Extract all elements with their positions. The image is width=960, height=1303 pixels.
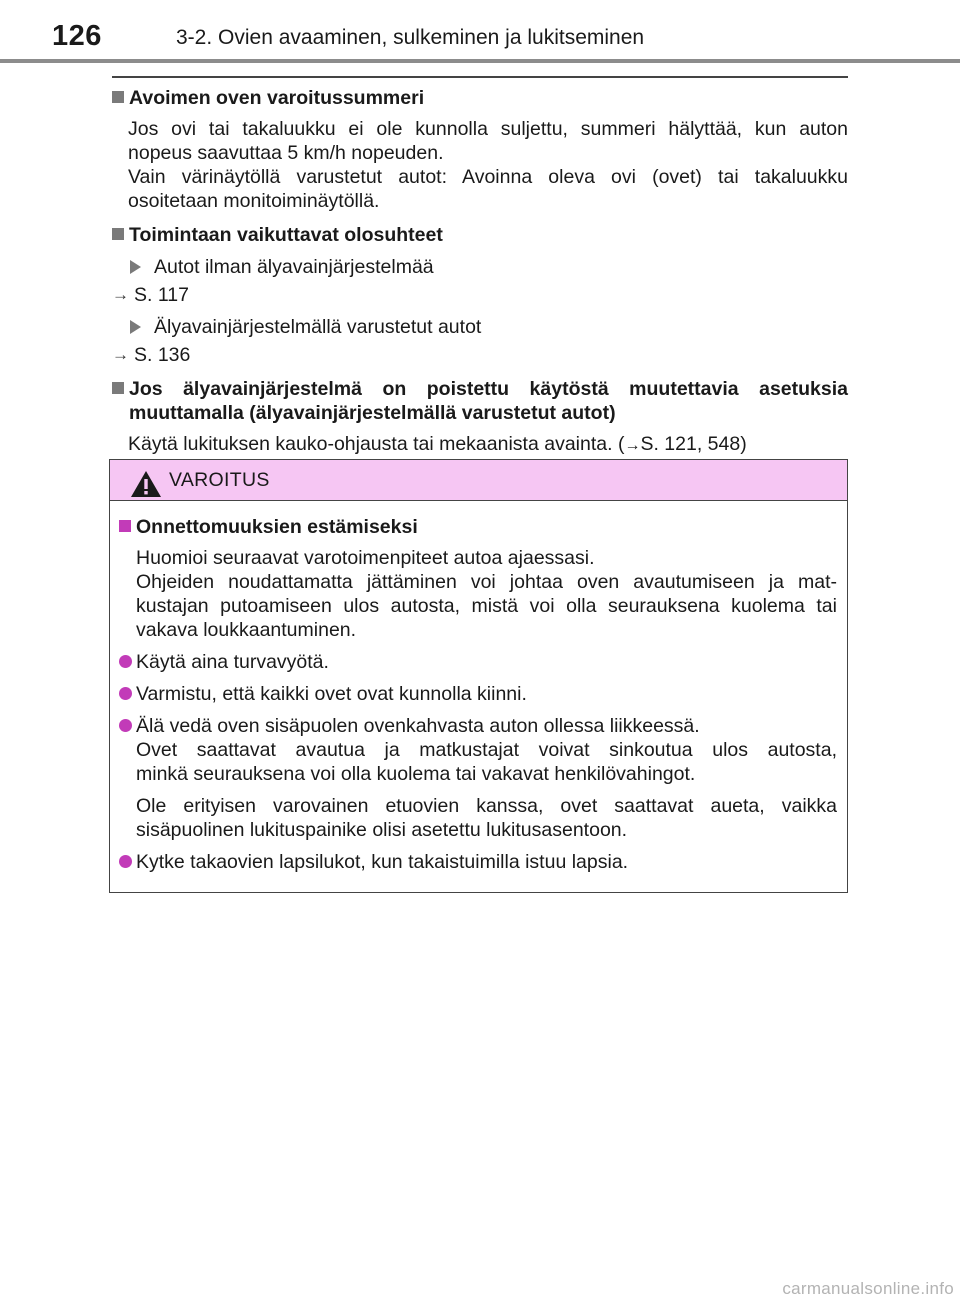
text-line: kustajan putoamiseen ulos autosta, mistä voi olla seurauksena kuolema tai xyxy=(136,595,837,617)
text-line: sisäpuolinen lukituspainike olisi asetettu lukitusasentoon. xyxy=(136,819,628,841)
warning-heading: Onnettomuuksien estämiseksi xyxy=(119,515,837,539)
circle-bullet-icon xyxy=(119,687,132,700)
square-bullet-icon xyxy=(119,520,131,532)
text-line: nopeus saavuttaa 5 km/h nopeuden. xyxy=(128,142,444,164)
square-bullet-icon xyxy=(112,91,124,103)
section-heading: Toimintaan vaikuttavat olosuhteet xyxy=(112,223,848,247)
section-smart-key-disabled xyxy=(112,377,848,458)
warning-label: VAROITUS xyxy=(169,469,270,491)
square-bullet-icon xyxy=(112,382,124,394)
text-line: vakava loukkaantuminen. xyxy=(136,619,357,641)
section-operating-conditions xyxy=(112,223,848,367)
circle-bullet-icon xyxy=(119,855,132,868)
circle-bullet-icon xyxy=(119,655,132,668)
warning-bullet xyxy=(119,714,837,786)
triangle-bullet-icon xyxy=(130,320,141,334)
header-rule xyxy=(0,59,960,63)
warning-header xyxy=(110,460,847,501)
text-line: Ole erityisen varovainen etuovien kanssa, ovet saattavat aueta, vaikka xyxy=(136,795,837,817)
watermark: carmanualsonline.info xyxy=(782,1279,954,1298)
page-reference[interactable]: → S. 117 xyxy=(112,284,189,306)
warning-bullet: Kytke takaovien lapsilukot, kun takaistuimilla istuu lapsia. xyxy=(119,850,837,874)
page-number: 126 xyxy=(52,20,102,52)
page-reference[interactable]: S. 121, 548) xyxy=(640,433,747,455)
section-heading: Avoimen oven varoitussummeri xyxy=(112,86,848,110)
main-content xyxy=(112,86,848,468)
text-line: Huomioi seuraavat varotoimenpiteet autoa ajaessasi. xyxy=(136,547,595,569)
warning-triangle-icon xyxy=(130,470,162,498)
warning-bullet: Varmistu, että kaikki ovet ovat kunnolla kiinni. xyxy=(119,682,837,706)
section-paragraph xyxy=(128,117,848,213)
arrow-right-icon: → xyxy=(624,437,641,454)
warning-intro xyxy=(136,546,837,642)
warning-box xyxy=(109,459,848,893)
arrow-right-icon: → xyxy=(112,345,129,364)
warning-bullet: Käytä aina turvavyötä. xyxy=(119,650,837,674)
text-line: Ovet saattavat avautua ja matkustajat voivat sinkoutua ulos autosta, xyxy=(136,739,837,761)
text-line: Vain värinäytöllä varustetut autot: Avoinna oleva ovi (ovet) tai takaluukku xyxy=(128,166,848,188)
page-reference[interactable]: → S. 136 xyxy=(112,344,191,366)
content-divider xyxy=(112,76,848,78)
text-line: Älä vedä oven sisäpuolen ovenkahvasta auton ollessa liikkeessä. xyxy=(136,715,700,737)
triangle-bullet-icon xyxy=(130,260,141,274)
warning-body xyxy=(110,501,847,874)
arrow-right-icon: → xyxy=(112,285,129,304)
section-title: 3-2. Ovien avaaminen, sulkeminen ja lukitseminen xyxy=(176,26,645,49)
warning-note xyxy=(136,794,837,842)
text-line: minkä seurauksena voi olla kuolema tai vakavat henkilövahingot. xyxy=(136,763,696,785)
text-line: Ohjeiden noudattamatta jättäminen voi johtaa oven avautumiseen ja mat- xyxy=(136,571,837,593)
list-item: Älyavainjärjestelmällä varustetut autot xyxy=(130,315,848,339)
section-paragraph: Käytä lukituksen kauko-ohjausta tai mekaanista avainta. (→S. 121, 548) xyxy=(128,433,747,455)
list-item: Autot ilman älyavainjärjestelmää xyxy=(130,255,848,279)
text-line: Jos ovi tai takaluukku ei ole kunnolla suljettu, summeri hälyttää, kun auton xyxy=(128,118,848,140)
square-bullet-icon xyxy=(112,228,124,240)
circle-bullet-icon xyxy=(119,719,132,732)
page-header xyxy=(0,0,960,62)
section-heading: Jos älyavainjärjestelmä on poistettu käytöstä muutettavia asetuksia muuttamalla (älyavainjärjestelmällä varustetut autot) xyxy=(112,377,848,425)
section-open-door-buzzer xyxy=(112,86,848,213)
text-line: osoitetaan monitoiminäytöllä. xyxy=(128,190,380,212)
